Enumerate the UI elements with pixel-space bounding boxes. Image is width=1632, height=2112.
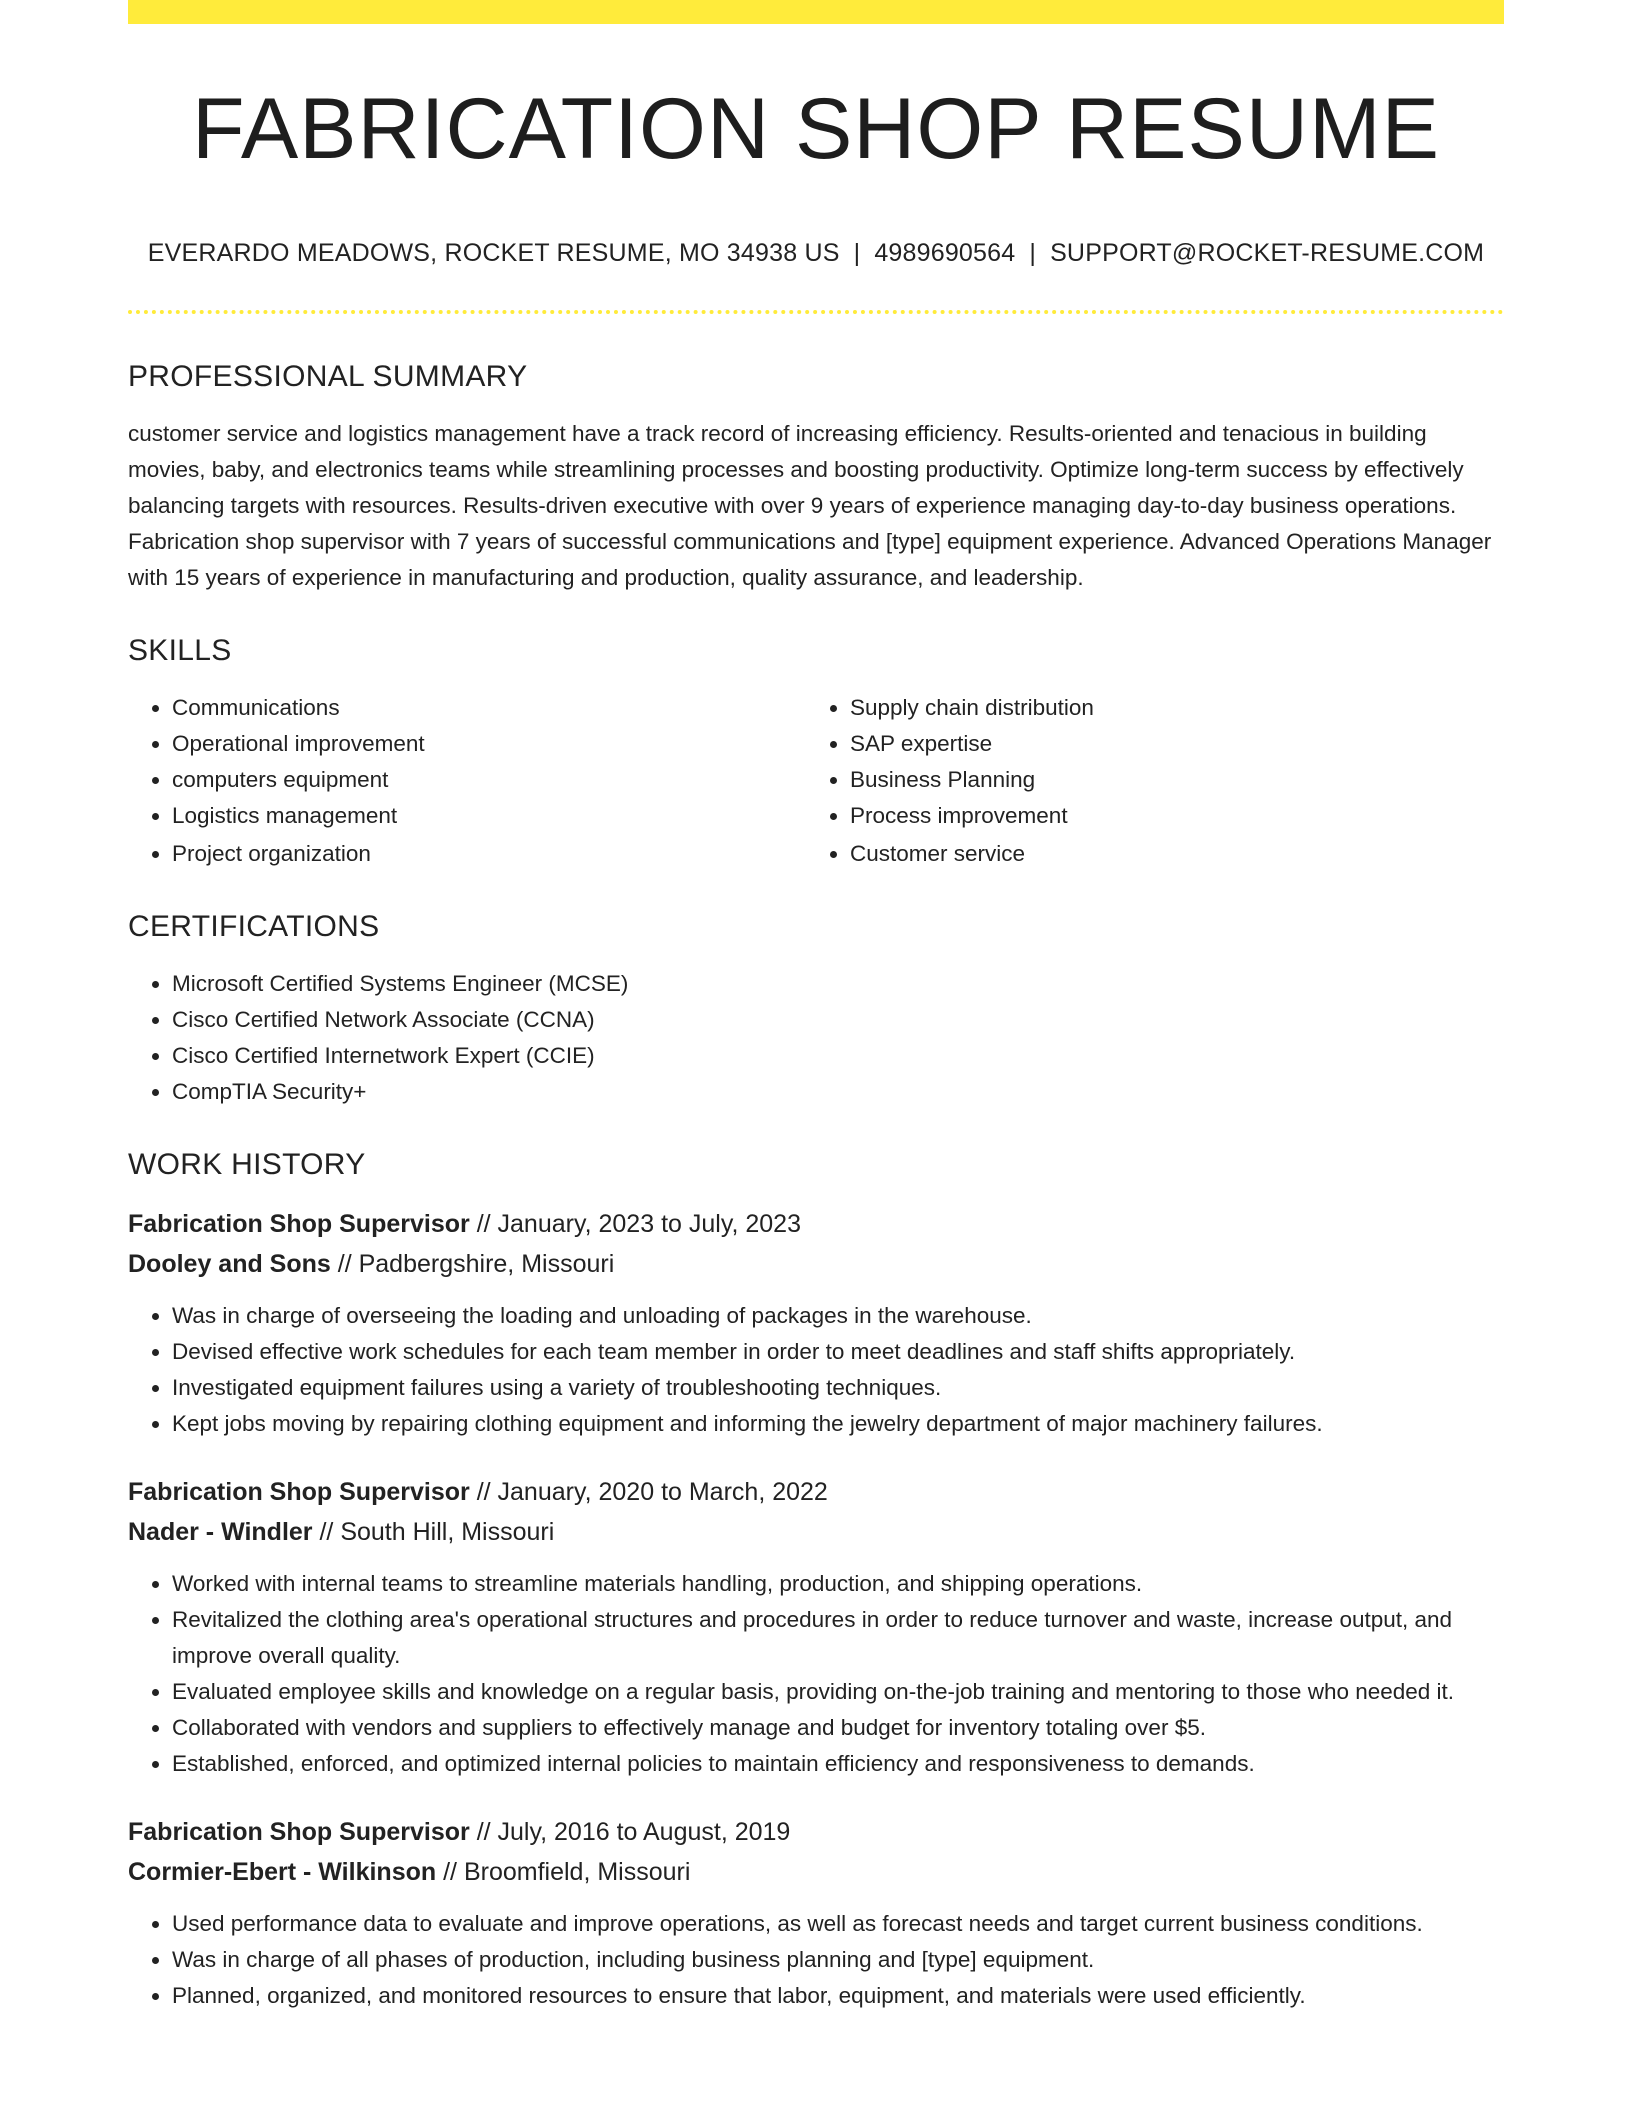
section-heading: CERTIFICATIONS [128, 909, 380, 943]
skill-item: • SAP expertise [850, 726, 1484, 762]
job-company: Dooley and Sons [128, 1249, 331, 1278]
job-entry [128, 1472, 1504, 1782]
job-entry [128, 1812, 1504, 2014]
certification-item: • Cisco Certified Internetwork Expert (CCIE) [172, 1038, 1504, 1074]
job-bullets [128, 1298, 1504, 1442]
job-title-line [128, 1812, 1504, 1852]
job-company-line [128, 1852, 1504, 1892]
skill-item: • Operational improvement [172, 726, 806, 762]
skill-item: • Communications [172, 690, 806, 726]
job-location: // Padbergshire, Missouri [337, 1249, 615, 1278]
contact-email: SUPPORT@ROCKET-RESUME.COM [1050, 239, 1485, 267]
skills-list-right [806, 690, 1484, 872]
job-bullet: • Kept jobs moving by repairing clothing equipment and informing the jewelry department of major machinery failures. [172, 1406, 1504, 1442]
job-company-line [128, 1512, 1504, 1552]
skill-item: • computers equipment [172, 762, 806, 798]
job-title-line [128, 1472, 1504, 1512]
certification-item: • Cisco Certified Network Associate (CCNA) [172, 1002, 1504, 1038]
section-heading: WORK HISTORY [128, 1147, 366, 1181]
section-heading: SKILLS [128, 633, 232, 667]
job-bullet: • Devised effective work schedules for each team member in order to meet deadlines and staff shifts appropriately. [172, 1334, 1504, 1370]
contact-address: EVERARDO MEADOWS, ROCKET RESUME, MO 34938 US [147, 239, 840, 267]
job-bullets [128, 1566, 1504, 1782]
job-bullet: • Used performance data to evaluate and improve operations, as well as forecast needs and target current business conditions. [172, 1906, 1504, 1942]
contact-line [128, 240, 1504, 268]
summary-text: customer service and logistics management have a track record of increasing efficiency. Results-oriented and tenacious in building movies, baby, and electronics teams while streamlining processes and boosting productivity. Optimize long-term success by effectively balancing targets with resources. Results-driven executive with over 9 years of experience managing day-to-day business operations. Fabrication shop supervisor with 7 years of successful communications and [type] equipment experience. Advanced Operations Manager with 15 years of experience in manufacturing and production, quality assurance, and leadership. [128, 420, 1492, 590]
skill-item: • Customer service [850, 836, 1484, 872]
skills-list-left [128, 690, 806, 872]
job-bullet: • Investigated equipment failures using a variety of troubleshooting techniques. [172, 1370, 1504, 1406]
job-title-line [128, 1204, 1504, 1244]
job-bullet: • Worked with internal teams to streamline materials handling, production, and shipping operations. [172, 1566, 1504, 1602]
section-heading: PROFESSIONAL SUMMARY [128, 359, 528, 393]
job-dates: // January, 2023 to July, 2023 [476, 1209, 801, 1238]
skills-grid [128, 690, 1504, 872]
skill-item: • Process improvement [850, 798, 1484, 834]
skill-item: • Supply chain distribution [850, 690, 1484, 726]
job-title: Fabrication Shop Supervisor [128, 1817, 470, 1846]
resume-title: FABRICATION SHOP RESUME [192, 81, 1440, 177]
work-history-section [128, 1147, 1504, 2014]
job-bullet: • Was in charge of overseeing the loading and unloading of packages in the warehouse. [172, 1298, 1504, 1334]
certifications-section [128, 909, 1504, 1110]
skill-item: • Project organization [172, 836, 806, 872]
job-bullet: • Evaluated employee skills and knowledge on a regular basis, providing on-the-job training and mentoring to those who needed it. [172, 1674, 1504, 1710]
job-bullet: • Was in charge of all phases of production, including business planning and [type] equipment. [172, 1942, 1504, 1978]
contact-separator: | [853, 239, 861, 267]
contact-phone: 4989690564 [874, 239, 1016, 267]
job-title: Fabrication Shop Supervisor [128, 1477, 470, 1506]
job-location: // Broomfield, Missouri [443, 1857, 691, 1886]
contact-separator: | [1029, 239, 1037, 267]
job-dates: // January, 2020 to March, 2022 [476, 1477, 828, 1506]
skill-item: • Logistics management [172, 798, 806, 834]
certification-item: • Microsoft Certified Systems Engineer (MCSE) [172, 966, 1504, 1002]
certifications-list [128, 966, 1504, 1110]
job-company: Nader - Windler [128, 1517, 313, 1546]
accent-top-bar [128, 0, 1504, 24]
resume-page [128, 0, 1504, 2014]
dotted-divider [128, 310, 1504, 314]
job-title: Fabrication Shop Supervisor [128, 1209, 470, 1238]
job-company-line [128, 1244, 1504, 1284]
job-dates: // July, 2016 to August, 2019 [476, 1817, 791, 1846]
job-bullet: • Revitalized the clothing area's operational structures and procedures in order to reduce turnover and waste, increase output, and improve overall quality. [172, 1602, 1504, 1674]
certification-item: • CompTIA Security+ [172, 1074, 1504, 1110]
job-location: // South Hill, Missouri [319, 1517, 555, 1546]
professional-summary-section [128, 359, 1504, 596]
job-bullet: • Collaborated with vendors and suppliers to effectively manage and budget for inventory totaling over $5. [172, 1710, 1504, 1746]
job-entry [128, 1204, 1504, 1442]
skill-item: • Business Planning [850, 762, 1484, 798]
job-bullet: • Planned, organized, and monitored resources to ensure that labor, equipment, and materials were used efficiently. [172, 1978, 1504, 2014]
job-bullets [128, 1906, 1504, 2014]
job-company: Cormier-Ebert - Wilkinson [128, 1857, 437, 1886]
skills-section [128, 633, 1504, 872]
job-bullet: • Established, enforced, and optimized internal policies to maintain efficiency and responsiveness to demands. [172, 1746, 1504, 1782]
